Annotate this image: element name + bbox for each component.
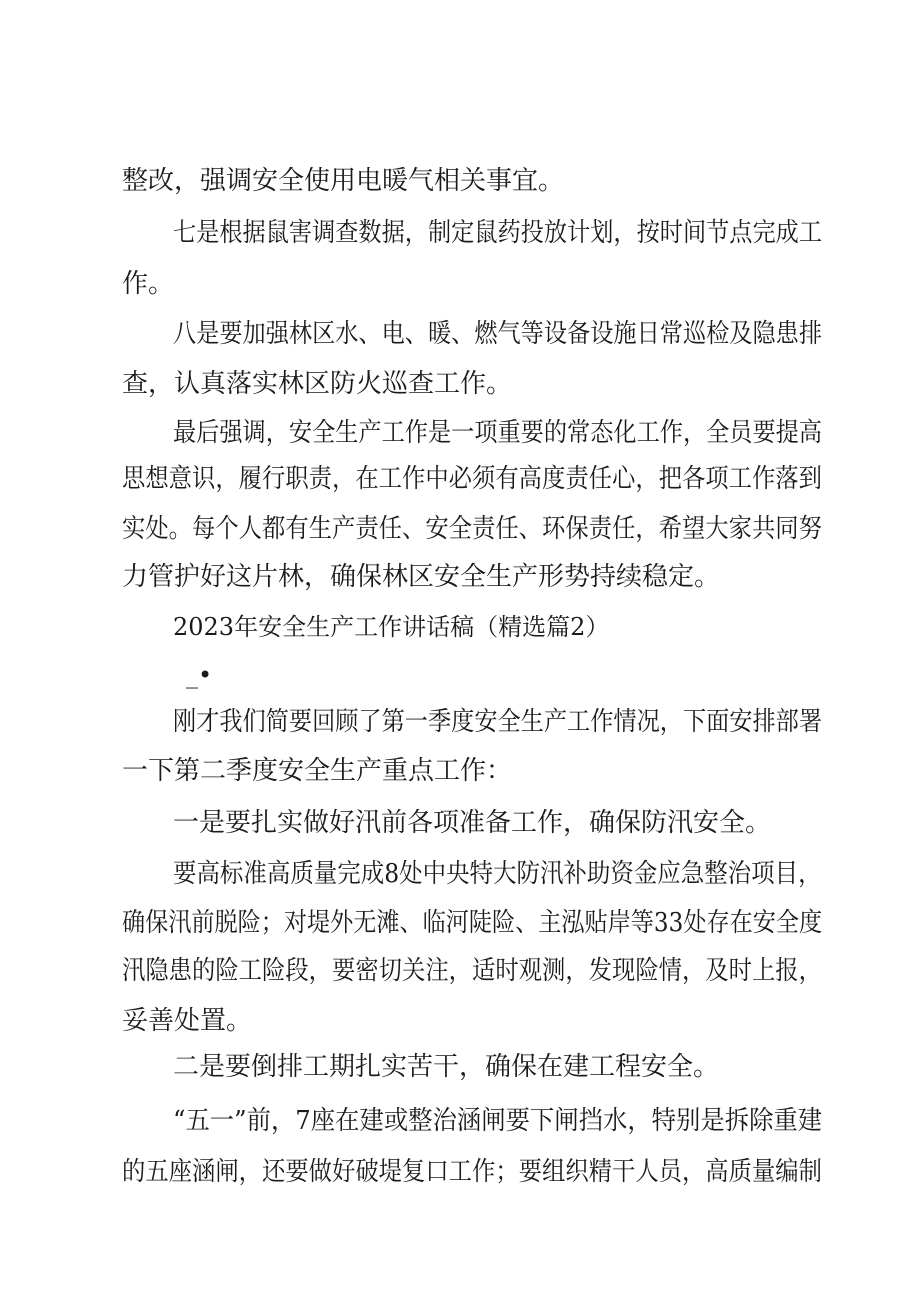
- list-marker: _•: [186, 661, 213, 689]
- body-line: 整改，强调安全使用电暖气相关事宜。: [122, 166, 565, 196]
- body-line: 要高标准高质量完成8处中央特大防汛补助资金应急整治项目，: [173, 859, 822, 889]
- body-line: 确保汛前脱险；对堤外无滩、临河陡险、主泓贴岸等33处存在安全度: [122, 908, 823, 938]
- body-line: 八是要加强林区水、电、暖、燃气等设备设施日常巡检及隐患排: [173, 319, 823, 349]
- body-line: 思想意识，履行职责，在工作中必须有高度责任心，把各项工作落到: [122, 464, 822, 494]
- body-line: 二是要倒排工期扎实苦干，确保在建工程安全。: [173, 1052, 720, 1082]
- body-line: 查，认真落实林区防火巡查工作。: [122, 369, 513, 399]
- body-line: 一下第二季度安全生产重点工作：: [122, 756, 513, 786]
- body-line: 最后强调，安全生产工作是一项重要的常态化工作，全员要提高: [173, 418, 823, 448]
- body-line: 汛隐患的险工险段，要密切关注，适时观测，发现险情，及时上报，: [122, 956, 822, 986]
- body-line: 一是要扎实做好汛前各项准备工作，确保防汛安全。: [173, 808, 772, 838]
- body-line: 的五座涵闸，还要做好破堤复口工作；要组织精干人员，高质量编制: [122, 1157, 822, 1187]
- body-line: 妥善处置。: [122, 1006, 253, 1036]
- body-line: 实处。每个人都有生产责任、安全责任、环保责任，希望大家共同努: [122, 514, 822, 544]
- body-line: 七是根据鼠害调查数据，制定鼠药投放计划，按时间节点完成工: [173, 218, 823, 248]
- body-line: “五一”前，7座在建或整治涵闸要下闸挡水，特别是拆除重建: [173, 1106, 823, 1136]
- body-line: 作。: [122, 269, 175, 299]
- body-line: 力管护好这片林，确保林区安全生产形势持续稳定。: [122, 562, 721, 592]
- body-line: 刚才我们简要回顾了第一季度安全生产工作情况，下面安排部署: [173, 707, 823, 737]
- section-heading: 2023年安全生产工作讲话稿（精选篇2）: [173, 613, 610, 641]
